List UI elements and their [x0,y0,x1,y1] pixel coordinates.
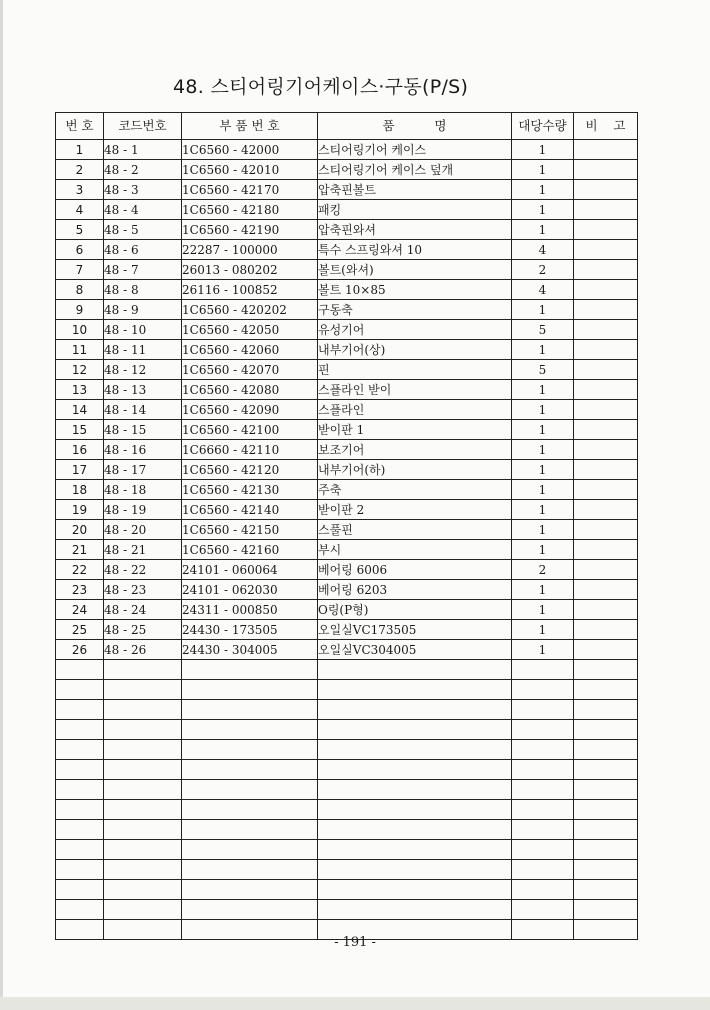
cell-name [318,680,512,700]
cell-note [574,380,638,400]
cell-partno: 24101 - 060064 [182,560,318,580]
cell-note [574,580,638,600]
cell-note [574,500,638,520]
cell-note [574,560,638,580]
cell-name [318,820,512,840]
cell-note [574,200,638,220]
table-row [56,260,638,280]
cell-qty: 1 [512,620,574,640]
cell-no: 22 [56,560,104,580]
cell-qty: 1 [512,440,574,460]
cell-code [104,660,182,680]
cell-code: 48 - 9 [104,300,182,320]
cell-name: 베어링 6006 [318,560,512,580]
cell-partno: 24101 - 062030 [182,580,318,600]
cell-no [56,880,104,900]
cell-code: 48 - 17 [104,460,182,480]
cell-no: 2 [56,160,104,180]
cell-code: 48 - 21 [104,540,182,560]
cell-name: 베어링 6203 [318,580,512,600]
cell-code: 48 - 5 [104,220,182,240]
empty-table-row [56,820,638,840]
cell-qty [512,760,574,780]
empty-table-row [56,660,638,680]
cell-partno: 26116 - 100852 [182,280,318,300]
cell-qty: 1 [512,220,574,240]
cell-code: 48 - 15 [104,420,182,440]
cell-name [318,840,512,860]
cell-name: 구동축 [318,300,512,320]
cell-no: 14 [56,400,104,420]
cell-qty: 1 [512,580,574,600]
cell-code: 48 - 24 [104,600,182,620]
cell-qty [512,680,574,700]
cell-qty [512,840,574,860]
cell-qty [512,860,574,880]
empty-table-row [56,840,638,860]
empty-table-row [56,780,638,800]
cell-name: 압축핀와셔 [318,220,512,240]
cell-partno: 1C6560 - 42160 [182,540,318,560]
cell-partno [182,720,318,740]
cell-partno: 1C6560 - 42080 [182,380,318,400]
cell-no: 11 [56,340,104,360]
table-row [56,400,638,420]
table-body [56,140,638,940]
cell-partno: 1C6560 - 42140 [182,500,318,520]
table-row [56,220,638,240]
cell-no: 20 [56,520,104,540]
cell-no [56,800,104,820]
cell-note [574,360,638,380]
cell-note [574,780,638,800]
cell-note [574,720,638,740]
cell-partno: 1C6560 - 420202 [182,300,318,320]
cell-qty: 1 [512,600,574,620]
cell-partno [182,880,318,900]
cell-code: 48 - 16 [104,440,182,460]
table-row [56,440,638,460]
cell-note [574,840,638,860]
cell-name [318,780,512,800]
cell-no: 24 [56,600,104,620]
cell-note [574,280,638,300]
cell-no: 26 [56,640,104,660]
cell-note [574,660,638,680]
cell-name: 볼트(와셔) [318,260,512,280]
cell-no [56,740,104,760]
cell-code: 48 - 22 [104,560,182,580]
cell-note [574,740,638,760]
cell-partno [182,800,318,820]
cell-name: 내부기어(하) [318,460,512,480]
cell-note [574,160,638,180]
page-number: - 191 - [334,935,376,950]
cell-partno: 26013 - 080202 [182,260,318,280]
cell-partno: 1C6560 - 42150 [182,520,318,540]
cell-partno: 1C6560 - 42060 [182,340,318,360]
cell-name: 주축 [318,480,512,500]
cell-note [574,760,638,780]
cell-no [56,840,104,860]
cell-name [318,700,512,720]
table-row [56,180,638,200]
table-row [56,640,638,660]
cell-name: 압축핀볼트 [318,180,512,200]
cell-qty: 4 [512,240,574,260]
cell-qty: 1 [512,540,574,560]
cell-code [104,780,182,800]
table-header-row [56,113,638,140]
cell-qty [512,820,574,840]
empty-table-row [56,760,638,780]
empty-table-row [56,880,638,900]
cell-name [318,900,512,920]
cell-name: 볼트 10×85 [318,280,512,300]
cell-partno: 1C6560 - 42090 [182,400,318,420]
cell-partno [182,900,318,920]
table-row [56,380,638,400]
cell-name [318,740,512,760]
cell-no: 9 [56,300,104,320]
table-row [56,460,638,480]
cell-code [104,840,182,860]
cell-partno: 24311 - 000850 [182,600,318,620]
cell-note [574,540,638,560]
cell-no: 7 [56,260,104,280]
header-no: 번 호 [56,113,104,140]
cell-code: 48 - 19 [104,500,182,520]
cell-qty [512,700,574,720]
cell-name: 핀 [318,360,512,380]
cell-qty: 2 [512,260,574,280]
cell-no: 13 [56,380,104,400]
cell-no: 5 [56,220,104,240]
cell-note [574,300,638,320]
header-quantity: 대당수량 [512,113,574,140]
cell-no: 4 [56,200,104,220]
table-row [56,600,638,620]
cell-qty: 1 [512,520,574,540]
cell-note [574,220,638,240]
cell-no: 1 [56,140,104,160]
cell-qty: 1 [512,200,574,220]
cell-code [104,820,182,840]
cell-name [318,880,512,900]
cell-no [56,780,104,800]
table-row [56,140,638,160]
header-part-name: 품 명 [318,113,512,140]
cell-no: 25 [56,620,104,640]
cell-name [318,800,512,820]
cell-qty: 1 [512,180,574,200]
cell-note [574,460,638,480]
cell-partno: 1C6560 - 42190 [182,220,318,240]
cell-code: 48 - 26 [104,640,182,660]
cell-name: 스티어링기어 케이스 [318,140,512,160]
cell-note [574,180,638,200]
cell-code: 48 - 20 [104,520,182,540]
cell-name: 부시 [318,540,512,560]
cell-qty [512,880,574,900]
cell-qty [512,900,574,920]
cell-code [104,720,182,740]
empty-table-row [56,720,638,740]
header-part-number: 부 품 번 호 [182,113,318,140]
cell-code [104,700,182,720]
cell-name: 유성기어 [318,320,512,340]
cell-code: 48 - 14 [104,400,182,420]
cell-code [104,880,182,900]
cell-partno: 1C6560 - 42180 [182,200,318,220]
cell-partno [182,660,318,680]
cell-no: 15 [56,420,104,440]
cell-no [56,680,104,700]
cell-partno: 1C6560 - 42120 [182,460,318,480]
cell-qty: 1 [512,500,574,520]
cell-code: 48 - 1 [104,140,182,160]
cell-no [56,700,104,720]
cell-qty: 1 [512,420,574,440]
table-row [56,200,638,220]
cell-no: 8 [56,280,104,300]
empty-table-row [56,860,638,880]
cell-code [104,860,182,880]
table-row [56,360,638,380]
cell-note [574,600,638,620]
cell-name: 오일실VC173505 [318,620,512,640]
cell-no: 21 [56,540,104,560]
cell-note [574,320,638,340]
cell-partno [182,680,318,700]
cell-partno [182,840,318,860]
cell-qty [512,720,574,740]
cell-code: 48 - 4 [104,200,182,220]
cell-no: 17 [56,460,104,480]
cell-note [574,340,638,360]
cell-qty: 1 [512,640,574,660]
cell-note [574,440,638,460]
cell-name [318,860,512,880]
table-row [56,500,638,520]
table-row [56,520,638,540]
cell-note [574,140,638,160]
cell-code: 48 - 10 [104,320,182,340]
table-row [56,300,638,320]
cell-name: 받이판 1 [318,420,512,440]
cell-code: 48 - 13 [104,380,182,400]
cell-name: 특수 스프링와셔 10 [318,240,512,260]
cell-note [574,860,638,880]
cell-qty: 4 [512,280,574,300]
page-title: 48. 스티어링기어케이스·구동(P/S) [173,76,469,98]
table-row [56,340,638,360]
cell-partno: 1C6560 - 42170 [182,180,318,200]
cell-qty: 2 [512,560,574,580]
cell-no [56,720,104,740]
cell-no [56,900,104,920]
cell-name: 패킹 [318,200,512,220]
cell-name: 받이판 2 [318,500,512,520]
cell-partno: 1C6560 - 42010 [182,160,318,180]
table-row [56,420,638,440]
cell-name: 스풀핀 [318,520,512,540]
empty-table-row [56,680,638,700]
table-row [56,160,638,180]
cell-code: 48 - 11 [104,340,182,360]
cell-no [56,660,104,680]
cell-qty: 1 [512,380,574,400]
cell-no: 6 [56,240,104,260]
cell-qty: 1 [512,460,574,480]
cell-partno [182,860,318,880]
cell-qty [512,740,574,760]
cell-no [56,820,104,840]
cell-no: 18 [56,480,104,500]
table-row [56,540,638,560]
cell-qty: 1 [512,340,574,360]
table-row [56,240,638,260]
cell-code: 48 - 23 [104,580,182,600]
cell-qty: 1 [512,160,574,180]
cell-partno [182,780,318,800]
table-row [56,580,638,600]
cell-code: 48 - 2 [104,160,182,180]
cell-name: 스플라인 [318,400,512,420]
cell-partno: 24430 - 304005 [182,640,318,660]
cell-note [574,520,638,540]
page-bottom-edge [0,997,710,1010]
page-edge [0,0,3,1010]
cell-note [574,640,638,660]
cell-partno: 22287 - 100000 [182,240,318,260]
cell-note [574,260,638,280]
cell-note [574,400,638,420]
cell-code: 48 - 25 [104,620,182,640]
cell-note [574,680,638,700]
header-code: 코드번호 [104,113,182,140]
cell-note [574,240,638,260]
cell-note [574,420,638,440]
cell-note [574,880,638,900]
cell-code: 48 - 6 [104,240,182,260]
cell-no [56,760,104,780]
cell-note [574,480,638,500]
cell-code [104,800,182,820]
empty-table-row [56,740,638,760]
cell-partno: 1C6560 - 42100 [182,420,318,440]
cell-partno: 24430 - 173505 [182,620,318,640]
cell-note [574,700,638,720]
cell-code: 48 - 8 [104,280,182,300]
table-row [56,560,638,580]
cell-partno: 1C6560 - 42130 [182,480,318,500]
cell-partno: 1C6560 - 42070 [182,360,318,380]
cell-code: 48 - 18 [104,480,182,500]
cell-code: 48 - 12 [104,360,182,380]
cell-code: 48 - 3 [104,180,182,200]
cell-partno: 1C6560 - 42050 [182,320,318,340]
table-row [56,320,638,340]
cell-name: 보조기어 [318,440,512,460]
cell-code [104,760,182,780]
cell-qty [512,800,574,820]
empty-table-row [56,700,638,720]
cell-code [104,900,182,920]
cell-name: 스티어링기어 케이스 덮개 [318,160,512,180]
cell-name: 오일실VC304005 [318,640,512,660]
cell-qty: 1 [512,400,574,420]
cell-partno: 1C6660 - 42110 [182,440,318,460]
header-note: 비 고 [574,113,638,140]
cell-code: 48 - 7 [104,260,182,280]
cell-no: 3 [56,180,104,200]
table-row [56,620,638,640]
cell-qty: 1 [512,300,574,320]
cell-no: 16 [56,440,104,460]
cell-qty: 1 [512,140,574,160]
cell-note [574,620,638,640]
empty-table-row [56,900,638,920]
table-row [56,280,638,300]
cell-name: 스플라인 받이 [318,380,512,400]
cell-qty: 5 [512,360,574,380]
empty-table-row [56,800,638,820]
cell-no: 19 [56,500,104,520]
cell-name [318,760,512,780]
cell-name: 내부기어(상) [318,340,512,360]
cell-partno [182,740,318,760]
cell-code [104,740,182,760]
cell-no: 12 [56,360,104,380]
cell-qty: 1 [512,480,574,500]
cell-qty [512,780,574,800]
cell-no: 23 [56,580,104,600]
cell-note [574,900,638,920]
cell-qty: 5 [512,320,574,340]
cell-name: O링(P형) [318,600,512,620]
cell-qty [512,660,574,680]
cell-no: 10 [56,320,104,340]
cell-partno [182,820,318,840]
cell-name [318,660,512,680]
cell-partno [182,700,318,720]
cell-partno [182,760,318,780]
parts-table [55,112,638,940]
cell-no [56,860,104,880]
cell-note [574,820,638,840]
cell-note [574,800,638,820]
cell-name [318,720,512,740]
cell-partno: 1C6560 - 42000 [182,140,318,160]
table-row [56,480,638,500]
cell-code [104,680,182,700]
